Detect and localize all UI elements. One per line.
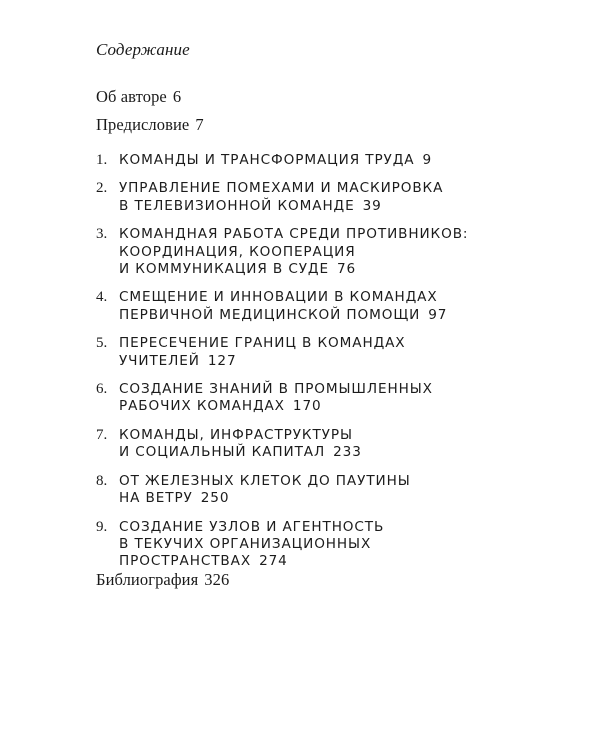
chapter-number: 4. bbox=[96, 289, 108, 306]
chapter-number: 8. bbox=[96, 472, 108, 489]
chapter-number: 6. bbox=[96, 381, 108, 398]
chapter-title-line: КОМАНДЫ, ИНФРАСТРУКТУРЫ bbox=[119, 426, 353, 443]
chapter-title-line: ОТ ЖЕЛЕЗНЫХ КЛЕТОК ДО ПАУТИНЫ bbox=[119, 472, 411, 489]
chapter-title-line: КООРДИНАЦИЯ, КООПЕРАЦИЯ bbox=[119, 243, 356, 260]
chapter-title-line: СОЗДАНИЕ УЗЛОВ И АГЕНТНОСТЬ bbox=[119, 518, 385, 535]
page-number: 170 bbox=[292, 398, 322, 415]
page-number: 250 bbox=[200, 490, 230, 507]
chapter-number: 9. bbox=[96, 518, 108, 535]
front-matter-title: Об авторе bbox=[96, 87, 167, 106]
chapter-3 bbox=[96, 226, 516, 278]
chapter-4 bbox=[96, 289, 516, 324]
back-matter-bibliography bbox=[96, 570, 229, 590]
chapter-1 bbox=[96, 152, 516, 169]
front-matter-author bbox=[96, 87, 181, 107]
chapter-number: 1. bbox=[96, 152, 108, 168]
chapter-title-line: КОМАНДНАЯ РАБОТА СРЕДИ ПРОТИВНИКОВ: bbox=[119, 226, 469, 243]
chapter-9 bbox=[96, 519, 516, 571]
front-matter-title: Предисловие bbox=[96, 115, 190, 134]
chapter-title-line: УЧИТЕЛЕЙ 127 bbox=[119, 352, 237, 369]
page-title: Содержание bbox=[96, 40, 190, 59]
chapter-title-line: НА ВЕТРУ 250 bbox=[119, 490, 230, 507]
page-number: 233 bbox=[333, 444, 362, 461]
chapter-6 bbox=[96, 381, 516, 416]
front-matter-preface bbox=[96, 115, 204, 135]
page-number: 326 bbox=[204, 570, 230, 589]
chapter-title-line: УПРАВЛЕНИЕ ПОМЕХАМИ И МАСКИРОВКА bbox=[119, 180, 444, 197]
page-number: 97 bbox=[428, 306, 448, 323]
chapter-2 bbox=[96, 180, 516, 215]
chapter-title-line: ПЕРЕСЕЧЕНИЕ ГРАНИЦ В КОМАНДАХ bbox=[119, 335, 406, 352]
chapter-title-line: ПЕРВИЧНОЙ МЕДИЦИНСКОЙ ПОМОЩИ 97 bbox=[119, 306, 448, 323]
chapter-title-line: ПРОСТРАНСТВАХ 274 bbox=[119, 553, 288, 570]
chapter-title-line: РАБОЧИХ КОМАНДАХ 170 bbox=[119, 398, 322, 415]
chapter-5 bbox=[96, 335, 516, 370]
page-number: 9 bbox=[422, 152, 433, 168]
chapter-title-line: СМЕЩЕНИЕ И ИННОВАЦИИ В КОМАНДАХ bbox=[119, 289, 438, 306]
page-number: 7 bbox=[195, 115, 204, 134]
page-number: 76 bbox=[336, 261, 357, 278]
page-number: 274 bbox=[259, 553, 288, 570]
back-matter-title: Библиография bbox=[96, 570, 199, 589]
chapter-title-line: В ТЕЛЕВИЗИОННОЙ КОМАНДЕ 39 bbox=[119, 197, 382, 214]
chapter-number: 7. bbox=[96, 426, 108, 443]
page-number: 39 bbox=[362, 197, 382, 214]
chapter-list bbox=[96, 152, 516, 582]
chapter-title-line: И СОЦИАЛЬНЫЙ КАПИТАЛ 233 bbox=[119, 444, 362, 461]
chapter-number: 3. bbox=[96, 226, 108, 243]
chapter-title-line: В ТЕКУЧИХ ОРГАНИЗАЦИОННЫХ bbox=[119, 535, 372, 552]
chapter-7 bbox=[96, 427, 516, 462]
chapter-number: 5. bbox=[96, 335, 108, 352]
chapter-number: 2. bbox=[96, 180, 108, 197]
chapter-title-line: И КОММУНИКАЦИЯ В СУДЕ 76 bbox=[119, 261, 357, 278]
chapter-title-line: КОМАНДЫ И ТРАНСФОРМАЦИЯ ТРУДА 9 bbox=[119, 152, 433, 168]
page-number: 6 bbox=[172, 87, 182, 106]
page-number: 127 bbox=[207, 352, 237, 369]
chapter-8 bbox=[96, 473, 516, 508]
chapter-title-line: СОЗДАНИЕ ЗНАНИЙ В ПРОМЫШЛЕННЫХ bbox=[119, 381, 433, 398]
